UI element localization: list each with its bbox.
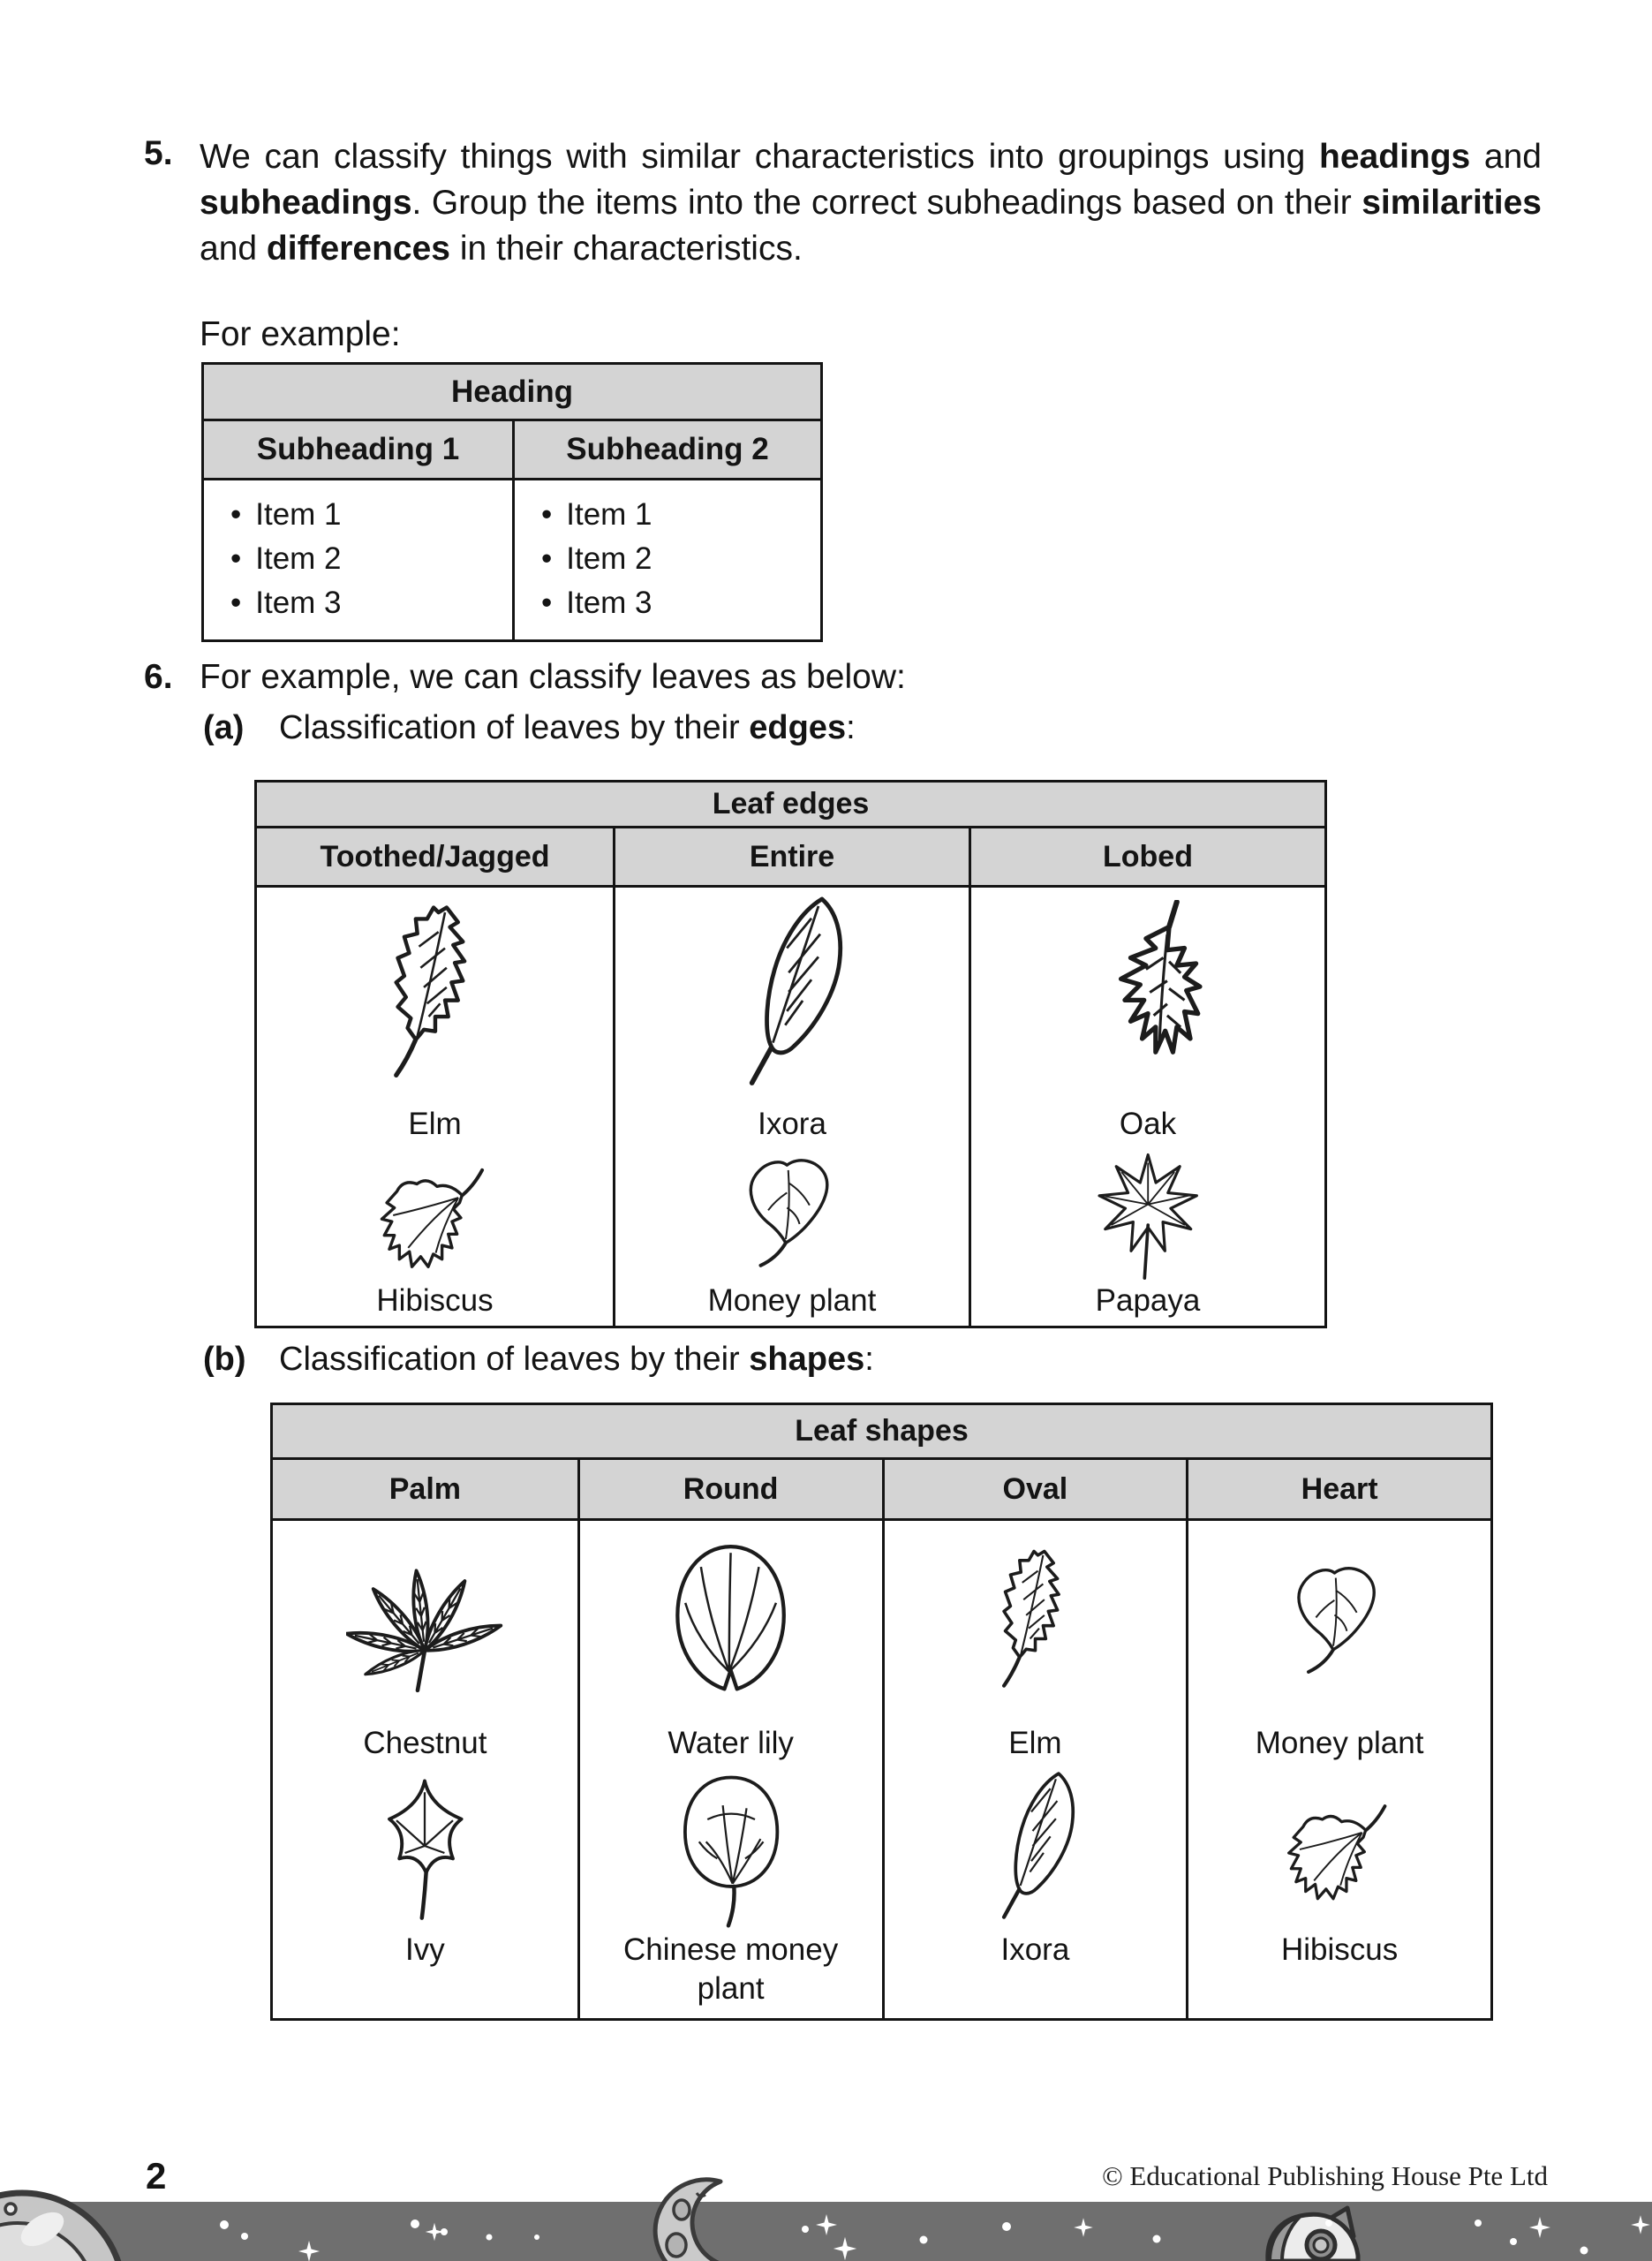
leaf-label: Hibiscus	[376, 1283, 494, 1318]
shapes-column-palm	[273, 1521, 577, 2018]
item-5-text: and	[200, 230, 267, 268]
item-6b-lead: Classification of leaves by their	[279, 1341, 750, 1378]
leaf-label: Elm	[408, 1107, 462, 1141]
oak-leaf-icon	[1061, 900, 1234, 1093]
item-5-bold-differences: differences	[266, 230, 450, 268]
subheading-2-items	[512, 480, 820, 639]
elm-leaf-icon	[362, 903, 509, 1090]
item-text: Item 2	[566, 541, 653, 576]
list-item	[230, 493, 342, 537]
item-6a-label: (a)	[203, 709, 245, 746]
leaf-edges-table	[254, 780, 1327, 1328]
example-intro-label: For example:	[200, 315, 401, 353]
page-number: 2	[146, 2155, 167, 2197]
item-5-paragraph	[200, 134, 1542, 272]
money-plant-leaf-icon	[729, 1153, 855, 1278]
leaf-shapes-header-row	[273, 1460, 1490, 1521]
column-header-heart: Heart	[1186, 1460, 1490, 1518]
leaf-label: Money plant	[1255, 1726, 1424, 1760]
item-5-bold-headings: headings	[1319, 138, 1471, 176]
item-5-text: We can classify things with similar characteristics into groupings using	[200, 138, 1320, 176]
item-text: Item 1	[255, 497, 342, 532]
hibiscus-leaf-icon	[366, 1153, 503, 1278]
footer-space-band	[0, 2120, 1652, 2261]
papaya-leaf-icon	[1090, 1149, 1205, 1282]
item-6-number: 6.	[144, 658, 173, 696]
item-6b-bold-shapes: shapes	[749, 1341, 865, 1378]
ixora-leaf-icon	[974, 1771, 1097, 1928]
item-6a-bold-edges: edges	[749, 709, 847, 746]
bullet-icon: •	[541, 541, 553, 576]
leaf-shapes-body	[273, 1521, 1490, 2018]
column-header-entire: Entire	[613, 828, 969, 885]
column-header-toothed: Toothed/Jagged	[320, 839, 550, 873]
item-6a-colon: :	[846, 709, 856, 746]
hibiscus-leaf-icon	[1273, 1789, 1406, 1909]
bullet-icon: •	[230, 541, 242, 576]
column-header-palm: Palm	[388, 1471, 461, 1506]
copyright-notice: © Educational Publishing House Pte Ltd	[1102, 2160, 1548, 2191]
shapes-column-heart	[1186, 1521, 1490, 2018]
item-text: Item 1	[566, 497, 653, 532]
subheading-1-cell: Subheading 1	[256, 432, 460, 466]
leaf-label: Ixora	[1000, 1932, 1070, 1967]
bullet-icon: •	[541, 497, 553, 532]
example-table-body	[204, 480, 820, 639]
shapes-column-round	[577, 1521, 882, 2018]
leaf-edges-title: Leaf edges	[257, 783, 1324, 828]
column-header-oval: Oval	[882, 1460, 1187, 1518]
leaf-label: Chestnut	[363, 1726, 487, 1760]
leaf-edges-body	[257, 888, 1324, 1326]
leaf-label: Ixora	[758, 1107, 826, 1141]
list-item	[230, 581, 342, 625]
list-item	[541, 537, 653, 581]
bullet-icon: •	[230, 497, 242, 532]
list-item	[541, 493, 653, 537]
bullet-icon: •	[230, 586, 242, 620]
leaf-shapes-table	[270, 1403, 1493, 2021]
leaf-label: Oak	[1119, 1107, 1177, 1141]
money-plant-leaf-icon	[1278, 1561, 1401, 1684]
column-header-lobed: Lobed	[969, 828, 1324, 885]
bullet-icon: •	[541, 586, 553, 620]
column-header-round: Round	[577, 1460, 882, 1518]
item-text: Item 3	[255, 586, 342, 620]
list-item	[230, 537, 342, 581]
example-table	[201, 362, 823, 642]
item-5-bold-similarities: similarities	[1362, 184, 1542, 222]
item-6a-lead: Classification of leaves by their	[279, 709, 750, 746]
leaf-label: Money plant	[707, 1283, 877, 1318]
list-item	[541, 581, 653, 625]
edges-column-toothed	[257, 888, 613, 1326]
item-5-text: and	[1470, 138, 1542, 176]
chestnut-leaf-icon	[346, 1547, 503, 1698]
example-table-heading: Heading	[204, 365, 820, 421]
subheading-1-items	[204, 480, 512, 639]
ixora-leaf-icon	[713, 896, 871, 1097]
item-text: Item 3	[566, 586, 653, 620]
item-5-text: in their characteristics.	[450, 230, 803, 268]
leaf-label: Elm	[1008, 1726, 1062, 1760]
water-lily-leaf-icon	[653, 1540, 809, 1705]
item-6b-colon: :	[864, 1341, 874, 1378]
leaf-shapes-title: Leaf shapes	[273, 1405, 1490, 1460]
leaf-label: Chinese money plant	[623, 1932, 839, 2006]
ivy-leaf-icon	[354, 1775, 495, 1924]
chinese-money-plant-leaf-icon	[661, 1769, 801, 1930]
leaf-edges-header-row	[257, 828, 1324, 888]
edges-column-entire	[613, 888, 969, 1326]
item-text: Item 2	[255, 541, 342, 576]
item-6b-label: (b)	[203, 1341, 246, 1378]
item-5-number: 5.	[144, 134, 173, 172]
leaf-label: Ivy	[405, 1932, 445, 1967]
item-6a-text	[279, 709, 856, 747]
leaf-label: Papaya	[1095, 1283, 1201, 1318]
shapes-column-oval	[882, 1521, 1187, 2018]
subheading-2-cell: Subheading 2	[512, 421, 820, 478]
item-5-bold-subheadings: subheadings	[200, 184, 412, 222]
leaf-label: Hibiscus	[1280, 1932, 1399, 1967]
item-6-intro: For example, we can classify leaves as below:	[200, 658, 906, 696]
edges-column-lobed	[969, 888, 1324, 1326]
item-6b-text	[279, 1341, 874, 1379]
leaf-label: Water lily	[668, 1726, 794, 1760]
item-5-text: . Group the items into the correct subheadings based on their	[411, 184, 1362, 222]
example-table-subheading-row	[204, 421, 820, 480]
elm-leaf-icon	[977, 1547, 1094, 1698]
